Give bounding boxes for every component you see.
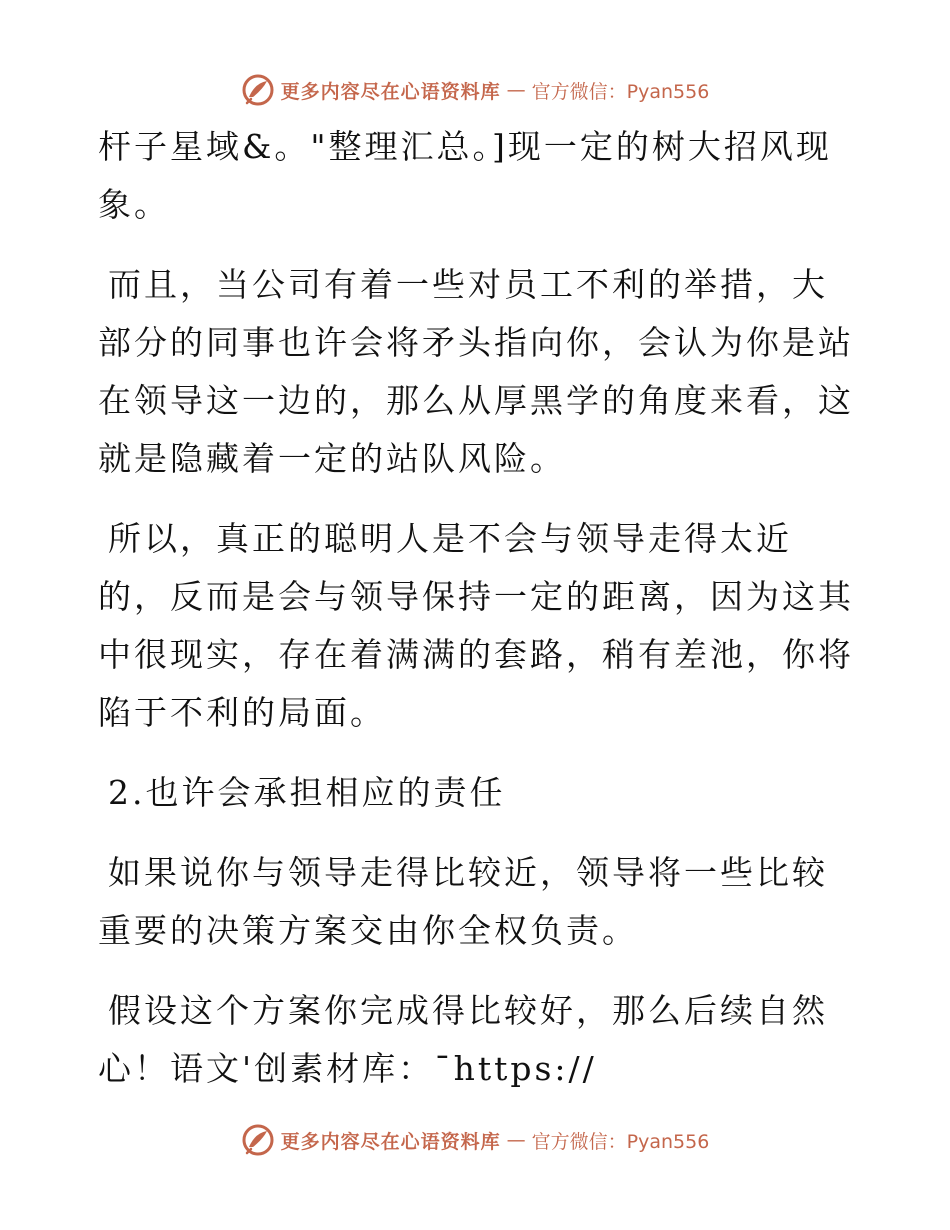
footer-watermark (0, 1122, 950, 1158)
section-heading: 2.也许会承担相应的责任 (108, 773, 506, 812)
paragraph-6: 心！语文'创素材库：¯https:// (98, 1049, 597, 1088)
paragraph-1: 杆子星域&。"整理汇总。]现一定的树大招风现象。 (98, 127, 832, 224)
footer-brand-text: 更多内容尽在心语资料库 (280, 1130, 501, 1153)
footer-wechat-text: 官方微信：Pyan556 (531, 1130, 710, 1153)
header-brand-text: 更多内容尽在心语资料库 (280, 80, 501, 103)
paragraph-3: 所以，真正的聪明人是不会与领导走得太近的，反而是会与领导保持一定的距离，因为这其中很现实，存在着满满的套路，稍有差池，你将陷于不利的局面。 (98, 519, 854, 732)
header-wechat-text: 官方微信：Pyan556 (531, 80, 710, 103)
header-separator: — (506, 79, 526, 101)
footer-separator: — (506, 1129, 526, 1151)
paragraph-2: 而且，当公司有着一些对员工不利的举措，大部分的同事也许会将矛头指向你，会认为你是站在领导这一边的，那么从厚黑学的角度来看，这就是隐藏着一定的站队风险。 (98, 265, 854, 478)
header-watermark (0, 72, 950, 108)
paragraph-5: 假设这个方案你完成得比较好，那么后续自然 (108, 991, 828, 1030)
document-body (98, 118, 858, 1088)
pen-logo-icon (241, 73, 275, 107)
pen-logo-icon (241, 1123, 275, 1157)
paragraph-4: 如果说你与领导走得比较近，领导将一些比较重要的决策方案交由你全权负责。 (98, 853, 828, 950)
